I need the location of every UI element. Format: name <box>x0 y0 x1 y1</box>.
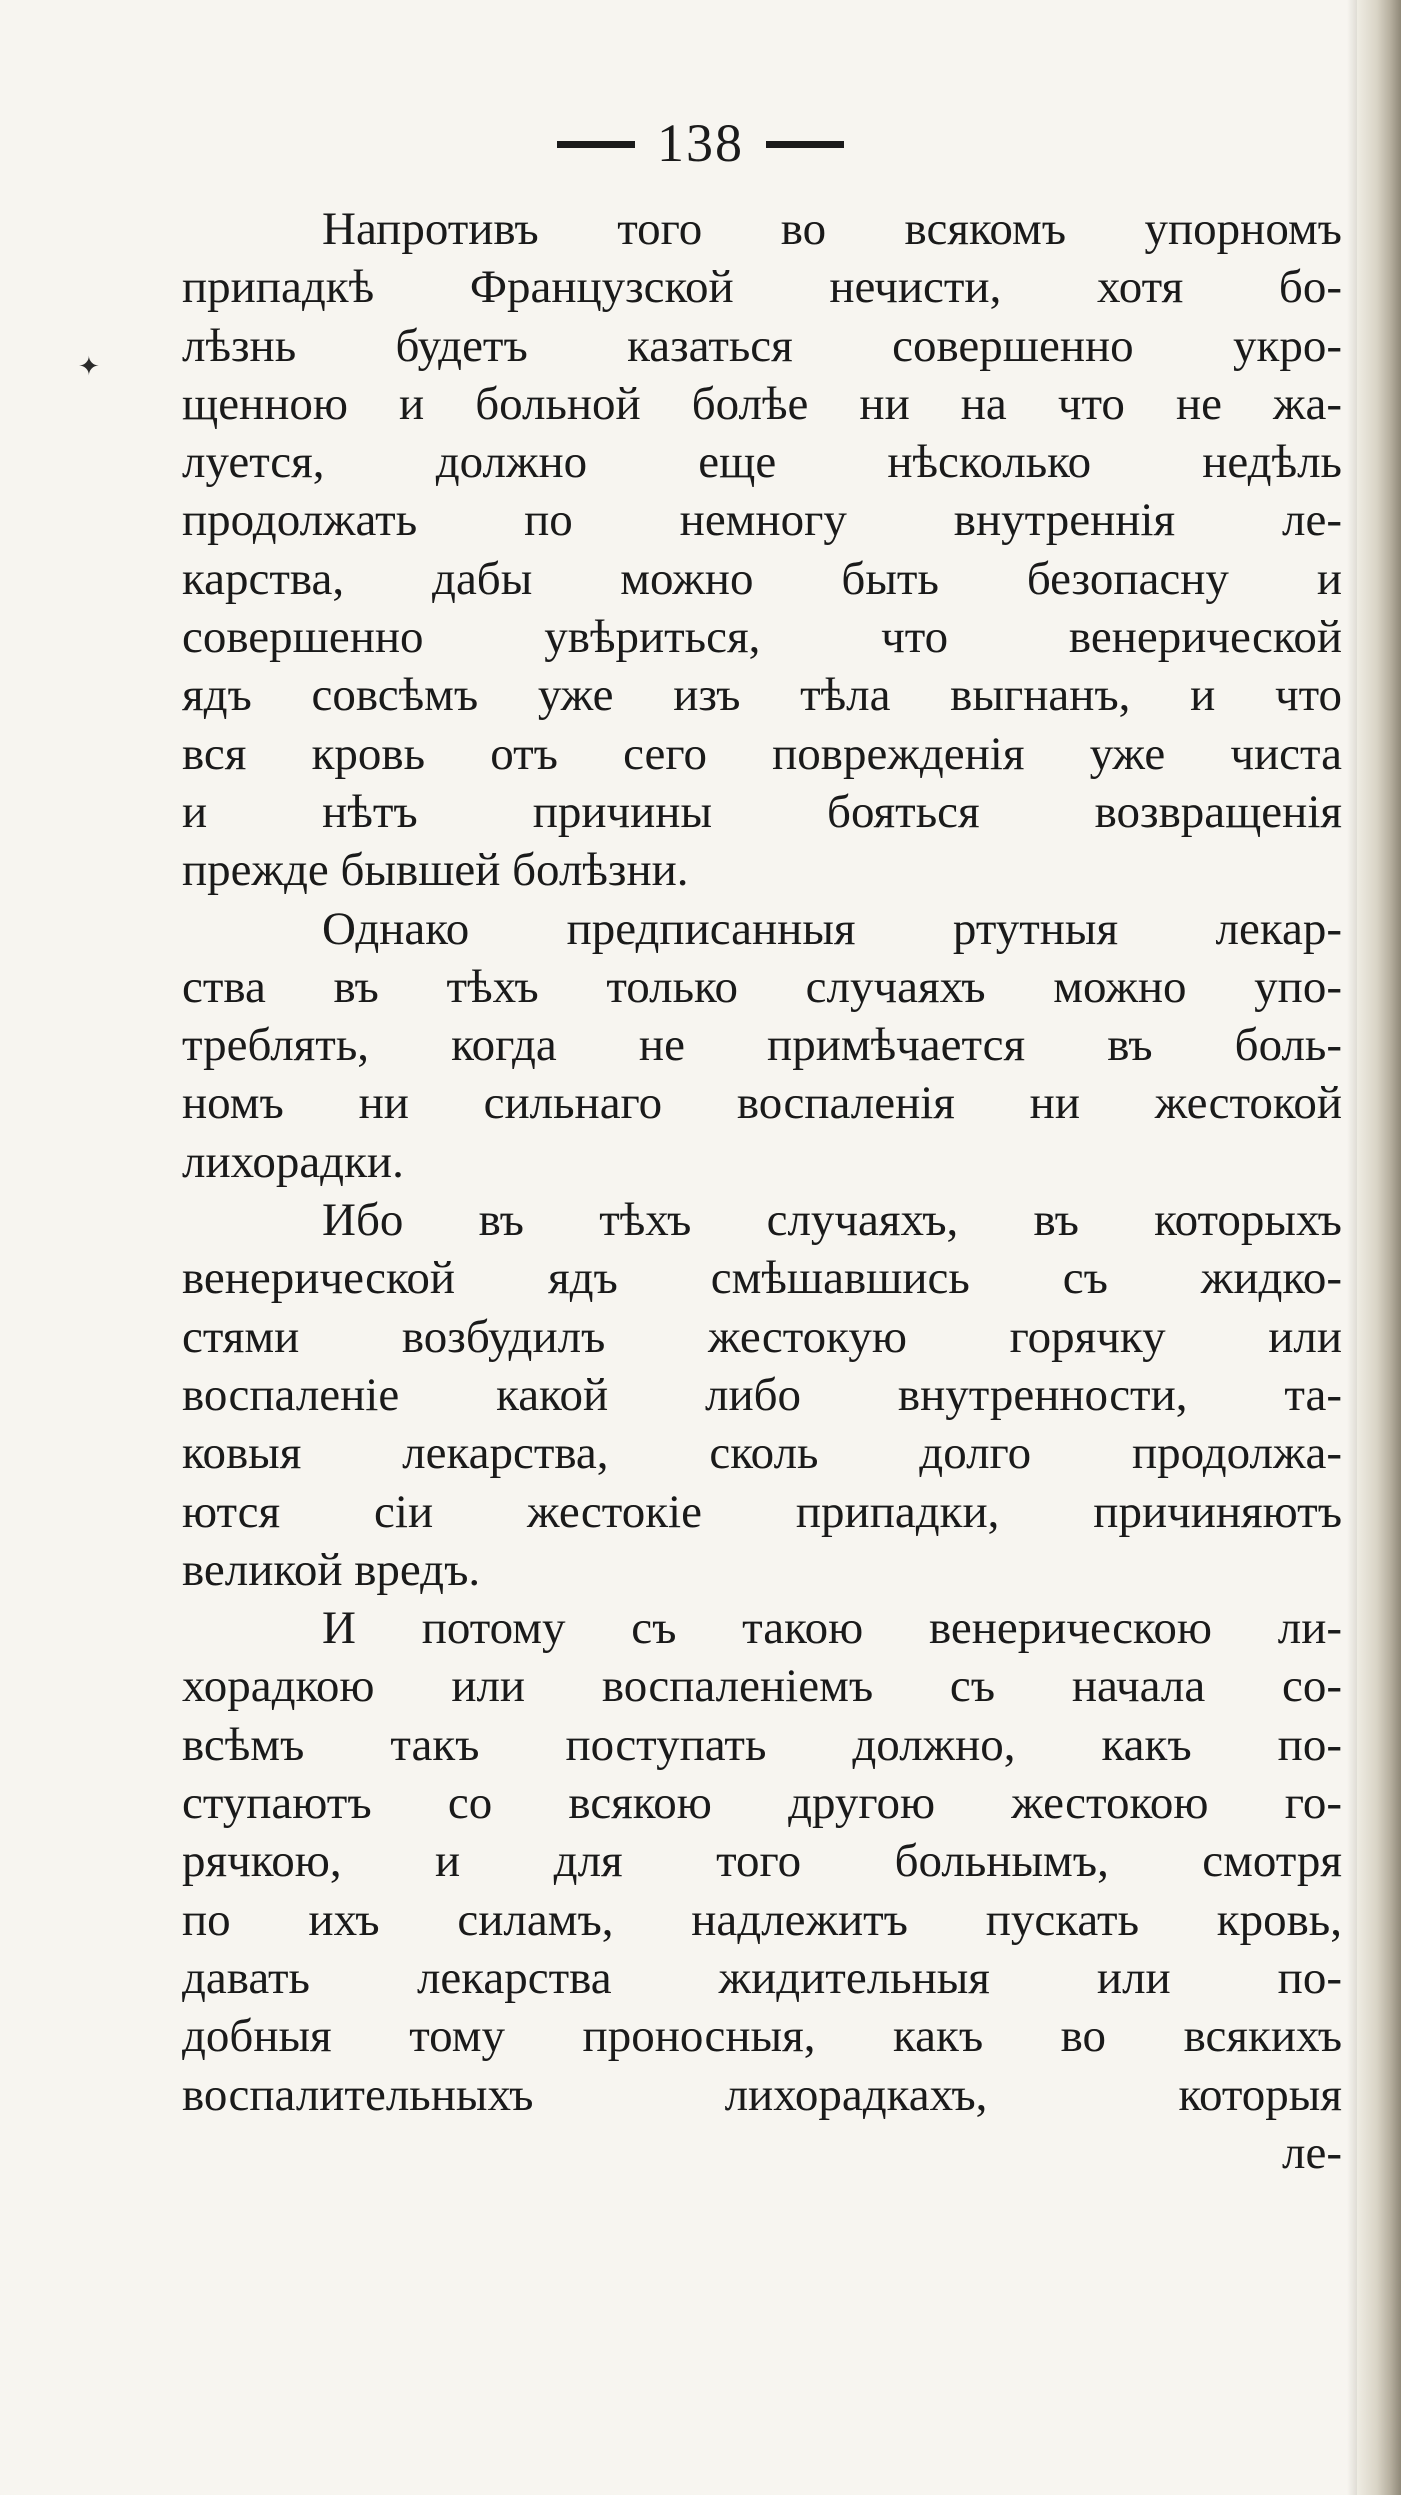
text-line: всѣмъ такъ поступать должно, какъ по- <box>182 1718 1342 1771</box>
page-gutter-shadow <box>1347 0 1357 2495</box>
text-line: лѣзнь будетъ казаться совершенно укро- <box>182 319 1342 372</box>
text-line: хорадкою или воспаленіемъ съ начала со- <box>182 1660 1342 1713</box>
margin-ink-mark: ✦ <box>78 352 100 382</box>
text-line: стями возбудилъ жестокую горячку или <box>182 1310 1342 1363</box>
text-line: вся кровь отъ сего поврежденія уже чиста <box>182 727 1342 780</box>
text-line: продолжать по немногу внутреннія ле- <box>182 494 1342 547</box>
text-line: Ибо въ тѣхъ случаяхъ, въ которыхъ <box>322 1194 1342 1247</box>
text-line: лихорадки. <box>182 1135 404 1188</box>
text-line: ются сіи жестокіе припадки, причиняютъ <box>182 1485 1342 1538</box>
body-text <box>182 200 1342 2182</box>
text-line: щенною и больной болѣе ни на что не жа- <box>182 377 1342 430</box>
text-line: Напротивъ того во всякомъ упорномъ <box>322 203 1342 255</box>
text-line: воспалительныхъ лихорадкахъ, которыя <box>182 2068 1342 2121</box>
text-line: великой вредъ. <box>182 1543 481 1596</box>
text-line: номъ ни сильнаго воспаленія ни жестокой <box>182 1077 1342 1130</box>
text-line: Однако предписанныя ртутныя лекар- <box>322 902 1342 955</box>
header-dash-right <box>766 141 844 148</box>
text-line: ковыя лекарства, сколь долго продолжа- <box>182 1427 1342 1480</box>
catchword: ле- <box>1282 2126 1342 2179</box>
text-line: ства въ тѣхъ только случаяхъ можно упо- <box>182 960 1342 1013</box>
page-number: 138 <box>657 113 744 173</box>
text-line: воспаленіе какой либо внутренности, та- <box>182 1368 1342 1421</box>
page-header <box>0 112 1401 174</box>
page-edge <box>1357 0 1401 2495</box>
text-line: прежде бывшей болѣзни. <box>182 844 689 897</box>
paragraph <box>182 1599 1342 2124</box>
text-line: треблять, когда не примѣчается въ боль- <box>182 1019 1342 1072</box>
text-line: ступаютъ со всякою другою жестокою го- <box>182 1777 1342 1830</box>
header-dash-left <box>557 141 635 148</box>
text-line: венерической ядъ смѣшавшись съ жидко- <box>182 1252 1342 1305</box>
text-line: давать лекарства жидительныя или по- <box>182 1951 1342 2004</box>
text-line: карства, дабы можно быть безопасну и <box>182 552 1342 605</box>
text-line: ядъ совсѣмъ уже изъ тѣла выгнанъ, и что <box>182 669 1342 722</box>
paragraph <box>182 200 1342 900</box>
paragraph <box>182 900 1342 1191</box>
text-line: по ихъ силамъ, надлежитъ пускать кровь, <box>182 1893 1342 1946</box>
text-line: добныя тому проносныя, какъ во всякихъ <box>182 2010 1342 2063</box>
text-line: припадкѣ Французской нечисти, хотя бо- <box>182 261 1342 314</box>
text-line: луется, должно еще нѣсколько недѣль <box>182 436 1342 489</box>
text-line: рячкою, и для того больнымъ, смотря <box>182 1835 1342 1888</box>
paragraph <box>182 1191 1342 1599</box>
text-line: И потому съ такою венерическою ли- <box>322 1602 1342 1655</box>
text-line: совершенно увѣриться, что венерической <box>182 611 1342 664</box>
text-line: и нѣтъ причины бояться возвращенія <box>182 785 1342 838</box>
